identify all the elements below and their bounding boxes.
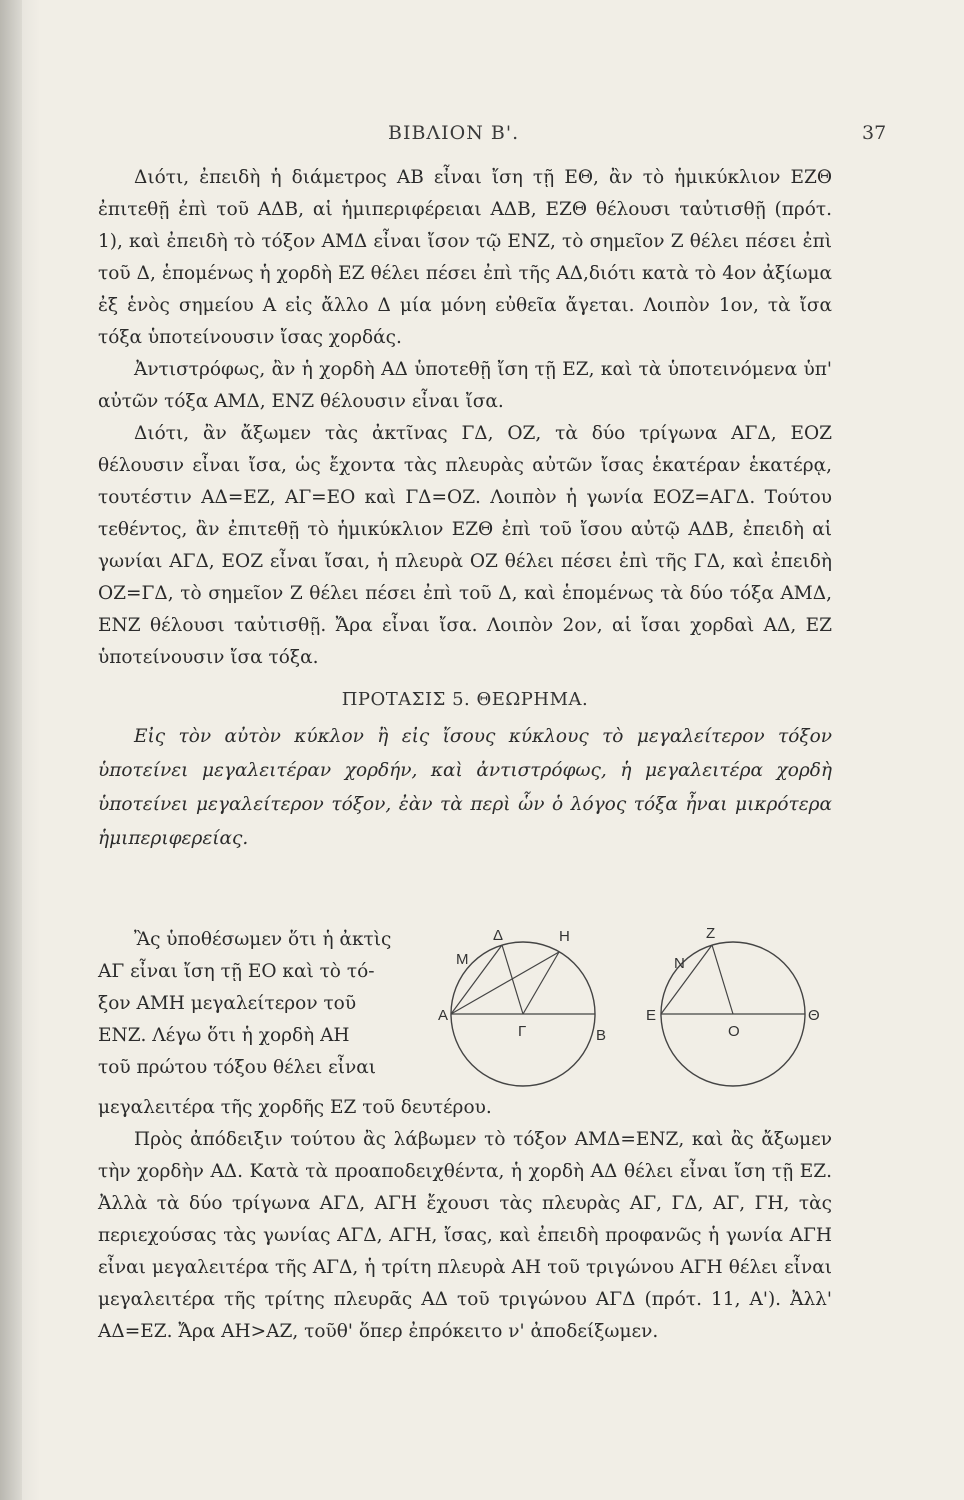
label-M: M <box>456 951 469 968</box>
figure-text-line: Ἂς ὑποθέσωμεν ὅτι ἡ ἀκτὶς <box>134 929 392 950</box>
chord-EZ <box>661 945 712 1014</box>
paragraph: Πρὸς ἀπόδειξιν τούτου ἂς λάβωμεν τὸ τόξον ΑΜΔ=ΕΝΖ, καὶ ἂς ἄξωμεν τὴν χορδὴν ΑΔ. Κατὰ τὰ προαποδειχθέντα, ἡ χορδὴ ΑΔ θέλει εἶναι ἴση τῇ ΕΖ. Ἀλλὰ τὰ δύο τρίγωνα ΑΓΔ, ΑΓΗ ἔχουσι τὰς πλευρὰς ΑΓ, ΓΔ, ΑΓ, ΓΗ, τὰς περιεχούσας τὰς γωνίας ΑΓΔ, ΑΓΗ, ἴσας, καὶ ἐπειδὴ προφανῶς ἡ γωνία ΑΓΗ εἶναι μεγαλειτέρα τῆς ΑΓΔ, ἡ τρίτη πλευρὰ ΑΗ τοῦ τριγώνου ΑΓΗ θέλει εἶναι μεγαλειτέρα τῆς τρίτης πλευρᾶς ΑΔ τοῦ τριγώνου ΑΓΔ (πρότ. 11, Α'). Ἀλλ' ΑΔ=ΕΖ. Ἄρα ΑΗ>ΑΖ, τοῦθ' ὅπερ ἐπρόκειτο ν' ἀποδείξωμεν. <box>98 1129 832 1342</box>
circle-figure-left <box>438 927 606 1086</box>
proposition-title: ΠΡΟΤΑΣΙΣ 5. ΘΕΩΡΗΜΑ. <box>341 689 589 710</box>
page-number: 37 <box>862 122 887 144</box>
label-H: H <box>559 928 570 945</box>
figure-text-line: ξον ΑΜΗ μεγαλείτερον τοῦ <box>98 993 357 1014</box>
geometry-figure <box>438 924 828 1104</box>
radius-GD <box>502 945 523 1014</box>
main-text-top <box>98 162 832 856</box>
figure-block <box>98 924 832 1104</box>
paragraph: Ἀντιστρόφως, ἂν ἡ χορδὴ ΑΔ ὑποτεθῇ ἴση τῇ ΕΖ, καὶ τὰ ὑποτεινόμενα ὑπ' αὐτῶν τόξα ΑΜΔ, ΕΝΖ θέλουσιν εἶναι ἴσα. <box>98 359 832 412</box>
running-title: ΒΙΒΛΙΟΝ Β'. <box>388 122 520 144</box>
label-G: Γ <box>518 1023 527 1040</box>
proposition-enunciation: Εἰς τὸν αὐτὸν κύκλον ἢ εἰς ἴσους κύκλους τὸ μεγαλείτερον τόξον ὑποτείνει μεγαλειτέραν χορδήν, καὶ ἀντιστρόφως, ἡ μεγαλειτέρα χορδὴ ὑποτείνει μεγαλείτερον τόξον, ἐὰν τὰ περὶ ὧν ὁ λόγος τόξα ἦναι μικρότερα ἡμιπεριφερείας. <box>98 726 832 849</box>
paragraph: Διότι, ἂν ἄξωμεν τὰς ἀκτῖνας ΓΔ, ΟΖ, τὰ δύο τρίγωνα ΑΓΔ, ΕΟΖ θέλουσιν εἶναι ἴσα, ὡς ἔχοντα τὰς πλευρὰς αὐτῶν ἴσας ἑκατέραν ἑκατέρᾳ, τουτέστιν ΑΔ=ΕΖ, ΑΓ=ΕΟ καὶ ΓΔ=ΟΖ. Λοιπὸν ἡ γωνία ΕΟΖ=ΑΓΔ. Τούτου τεθέντος, ἂν ἐπιτεθῇ τὸ ἡμικύκλιον ΕΖΘ ἐπὶ τοῦ ἴσου αὐτῷ ΑΔΒ, ἐπειδὴ αἱ γωνίαι ΑΓΔ, ΕΟΖ εἶναι ἴσαι, ἡ πλευρὰ ΟΖ θέλει πέσει ἐπὶ τῆς ΓΔ, καὶ ἐπειδὴ ΟΖ=ΓΔ, τὸ σημεῖον Ζ θέλει πέσει ἐπὶ τοῦ Δ, καὶ ἑπομένως τὰ δύο τόξα ΑΜΔ, ΕΝΖ θέλουσι ταὐτισθῇ. Ἄρα εἶναι ἴσα. Λοιπὸν 2ον, αἱ ἴσαι χορδαὶ ΑΔ, ΕΖ ὑποτείνουσιν ἴσα τόξα. <box>98 423 832 668</box>
figure-side-text <box>98 924 428 1084</box>
label-E: E <box>646 1007 657 1024</box>
radius-GH <box>523 952 559 1014</box>
label-A: A <box>438 1007 449 1024</box>
figure-text-line: τοῦ πρώτου τόξου θέλει εἶναι <box>98 1057 376 1078</box>
circle-figure-right <box>646 925 820 1086</box>
label-D: Δ <box>493 927 504 944</box>
figure-text-line: ΑΓ εἶναι ἴση τῇ ΕΟ καὶ τὸ τό- <box>98 961 375 982</box>
label-N: N <box>674 955 685 972</box>
label-Th: Θ <box>808 1007 820 1024</box>
label-Z: Z <box>706 925 716 942</box>
radius-OZ <box>712 945 733 1014</box>
paragraph: μεγαλειτέρα τῆς χορδῆς ΕΖ τοῦ δευτέρου. <box>98 1097 492 1118</box>
label-B: B <box>596 1027 607 1044</box>
page-header <box>0 122 964 152</box>
main-text-bottom <box>98 1092 832 1348</box>
page-gutter <box>0 0 22 1500</box>
figure-text-line: ΕΝΖ. Λέγω ὅτι ἡ χορδὴ ΑΗ <box>98 1025 350 1046</box>
paragraph: Διότι, ἐπειδὴ ἡ διάμετρος ΑΒ εἶναι ἴση τῇ ΕΘ, ἂν τὸ ἡμικύκλιον ΕΖΘ ἐπιτεθῇ ἐπὶ τοῦ ΑΔΒ, αἱ ἡμιπεριφέρειαι ΑΔΒ, ΕΖΘ θέλουσι ταὐτισθῇ (πρότ. 1), καὶ ἐπειδὴ τὸ τόξον ΑΜΔ εἶναι ἴσον τῷ ΕΝΖ, τὸ σημεῖον Ζ θέλει πέσει ἐπὶ τοῦ Δ, ἑπομένως ἡ χορδὴ ΕΖ θέλει πέσει ἐπὶ τῆς ΑΔ,διότι κατὰ τὸ 4ον ἀξίωμα ἐξ ἑνὸς σημείου Α εἰς ἄλλο Δ μία μόνη εὐθεῖα ἄγεται. Λοιπὸν 1ον, τὰ ἴσα τόξα ὑποτείνουσιν ἴσας χορδάς. <box>98 167 832 348</box>
label-O: O <box>728 1023 740 1040</box>
